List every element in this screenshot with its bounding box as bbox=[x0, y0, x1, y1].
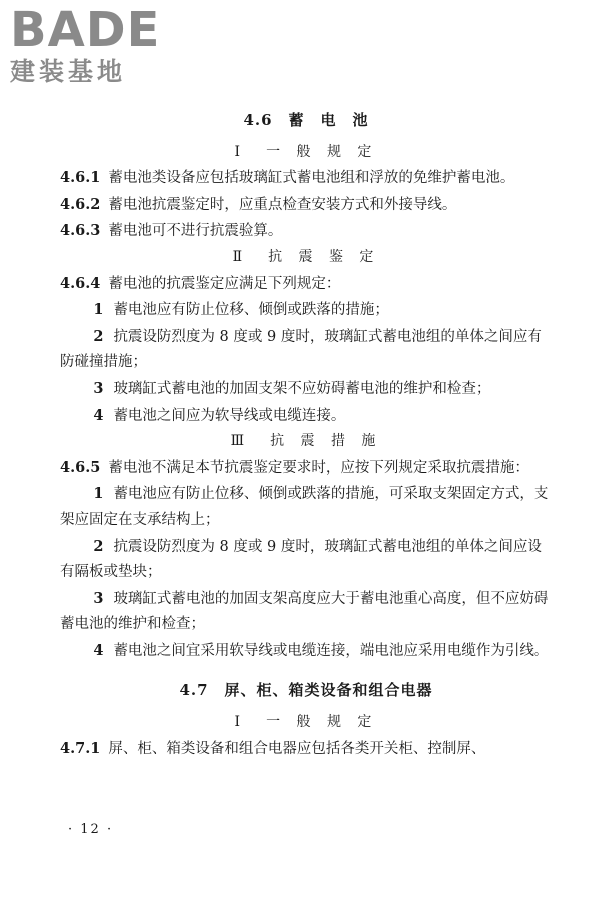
item-text: 蓄电池之间宜采用软导线或电缆连接，端电池应采用电缆作为引线。 bbox=[113, 642, 549, 659]
clause-4-6-1 bbox=[60, 165, 552, 192]
clause-text: 蓄电池抗震鉴定时，应重点检查安装方式和外接导线。 bbox=[108, 196, 457, 213]
clause-number: 4.7.1 bbox=[60, 739, 101, 757]
part-heading-general-4-7: Ⅰ 一 般 规 定 bbox=[234, 714, 378, 731]
clause-number: 4.6.5 bbox=[60, 458, 101, 476]
clause-number: 4.6.1 bbox=[60, 169, 101, 187]
part-heading-seismic-measures: Ⅲ 抗 震 措 施 bbox=[230, 433, 382, 450]
clause-4-7-1 bbox=[60, 736, 552, 763]
clause-number: 4.6.3 bbox=[60, 222, 101, 240]
item-text: 蓄电池之间应为软导线或电缆连接。 bbox=[113, 407, 346, 424]
item-number: 1 bbox=[93, 301, 104, 319]
item-number: 4 bbox=[93, 406, 104, 424]
list-item bbox=[60, 324, 552, 376]
list-item bbox=[60, 534, 552, 586]
item-text: 玻璃缸式蓄电池的加固支架高度应大于蓄电池重心高度，但不应妨碍蓄电池的维护和检查； bbox=[60, 590, 549, 633]
clause-number: 4.6.2 bbox=[60, 195, 101, 213]
item-number: 3 bbox=[93, 589, 104, 607]
item-text: 抗震设防烈度为 8 度或 9 度时，玻璃缸式蓄电池组的单体之间应设有隔板或垫块； bbox=[60, 538, 542, 581]
list-item bbox=[60, 297, 552, 324]
clause-number: 4.6.4 bbox=[60, 274, 101, 292]
clause-4-6-2 bbox=[60, 192, 552, 219]
logo-subtitle: 建装基地 bbox=[10, 57, 127, 86]
clause-text: 蓄电池的抗震鉴定应满足下列规定： bbox=[108, 275, 341, 292]
clause-4-6-5 bbox=[60, 455, 552, 482]
part-heading-general: Ⅰ 一 般 规 定 bbox=[234, 143, 378, 160]
bade-logo bbox=[10, 4, 190, 86]
item-text: 抗震设防烈度为 8 度或 9 度时，玻璃缸式蓄电池组的单体之间应有防碰撞措施； bbox=[60, 328, 542, 371]
list-item bbox=[60, 586, 552, 638]
item-text: 玻璃缸式蓄电池的加固支架不应妨碍蓄电池的维护和检查； bbox=[113, 380, 491, 397]
list-item bbox=[60, 481, 552, 533]
item-number: 2 bbox=[93, 537, 104, 555]
list-item bbox=[60, 638, 552, 665]
clause-text: 蓄电池类设备应包括玻璃缸式蓄电池组和浮放的免维护蓄电池。 bbox=[108, 170, 515, 187]
item-number: 3 bbox=[93, 379, 104, 397]
section-title-4-6: 4.6 蓄 电 池 bbox=[243, 111, 369, 129]
logo-wordmark: BADE bbox=[10, 2, 161, 58]
clause-4-6-3 bbox=[60, 218, 552, 245]
part-heading-seismic-appraisal: Ⅱ 抗 震 鉴 定 bbox=[232, 248, 380, 265]
section-title-4-7: 4.7 屏、柜、箱类设备和组合电器 bbox=[179, 681, 433, 700]
item-number: 4 bbox=[93, 641, 104, 659]
page-number: · 12 · bbox=[68, 822, 114, 837]
item-text: 蓄电池应有防止位移、倾倒或跌落的措施； bbox=[113, 302, 389, 319]
item-text: 蓄电池应有防止位移、倾倒或跌落的措施，可采取支架固定方式，支架应固定在支承结构上； bbox=[60, 486, 549, 528]
document-page bbox=[60, 108, 552, 762]
item-number: 2 bbox=[93, 327, 104, 345]
item-number: 1 bbox=[93, 485, 104, 503]
clause-4-6-4 bbox=[60, 271, 552, 298]
list-item bbox=[60, 403, 552, 430]
clause-text: 蓄电池不满足本节抗震鉴定要求时，应按下列规定采取抗震措施： bbox=[108, 459, 529, 476]
clause-text: 屏、柜、箱类设备和组合电器应包括各类开关柜、控制屏、 bbox=[108, 740, 486, 757]
clause-text: 蓄电池可不进行抗震验算。 bbox=[108, 223, 283, 240]
list-item bbox=[60, 376, 552, 403]
